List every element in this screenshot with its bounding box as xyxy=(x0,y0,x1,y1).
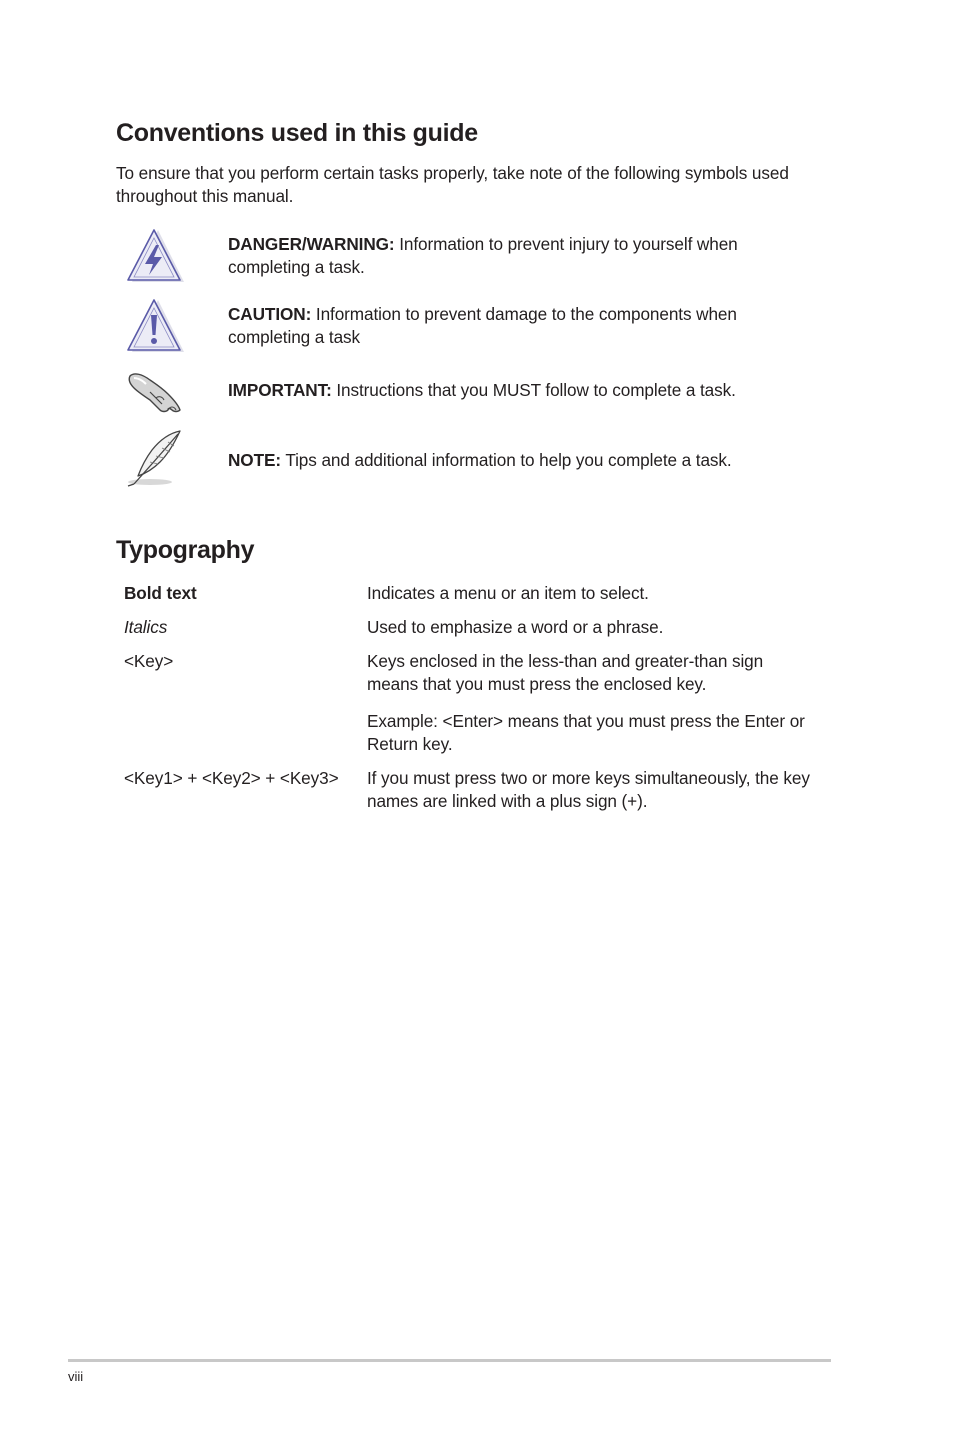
typography-desc xyxy=(367,582,837,605)
typography-desc-line2: Return key. xyxy=(367,734,453,754)
notice-important-label: IMPORTANT: xyxy=(228,380,332,400)
notice-danger-label: DANGER/WARNING: xyxy=(228,234,395,254)
typography-desc-line2: means that you must press the enclosed key. xyxy=(367,674,707,694)
typography-desc xyxy=(367,650,837,696)
notice-danger-warning xyxy=(116,228,836,288)
notice-note-label: NOTE: xyxy=(228,450,281,470)
caution-icon xyxy=(124,298,184,358)
notice-danger-line1: Information to prevent injury to yourself when xyxy=(394,234,738,254)
notice-important xyxy=(116,366,836,426)
typography-desc-line1: If you must press two or more keys simultaneously, the key xyxy=(367,768,810,788)
typography-term: <Key1> + <Key2> + <Key3> xyxy=(124,768,339,788)
intro-line-2: throughout this manual. xyxy=(116,186,294,206)
notice-note-text xyxy=(228,449,808,472)
conventions-heading: Conventions used in this guide xyxy=(116,119,478,147)
important-hand-icon xyxy=(124,366,184,426)
typography-desc-line2: names are linked with a plus sign (+). xyxy=(367,791,648,811)
page-number: viii xyxy=(68,1369,84,1384)
typography-desc-line1: Used to emphasize a word or a phrase. xyxy=(367,617,664,637)
notice-danger-text xyxy=(228,233,808,279)
typography-desc-line1: Keys enclosed in the less-than and greater-than sign xyxy=(367,651,764,671)
notice-caution-label: CAUTION: xyxy=(228,304,312,324)
notice-caution-text xyxy=(228,303,808,349)
typography-desc-line1: Indicates a menu or an item to select. xyxy=(367,583,649,603)
typography-term: Italics xyxy=(124,617,168,637)
intro-line-1: To ensure that you perform certain tasks properly, take note of the following symbols used xyxy=(116,163,789,183)
typography-term: <Key> xyxy=(124,651,174,671)
note-feather-icon xyxy=(124,428,184,488)
typography-desc xyxy=(367,710,837,756)
typography-heading: Typography xyxy=(116,536,255,564)
conventions-intro xyxy=(116,162,816,208)
typography-desc-line1: Example: <Enter> means that you must press the Enter or xyxy=(367,711,805,731)
notice-caution-line1: Information to prevent damage to the components when xyxy=(311,304,737,324)
danger-warning-icon xyxy=(124,228,184,288)
notice-important-line1: Instructions that you MUST follow to complete a task. xyxy=(331,380,736,400)
notice-caution xyxy=(116,298,836,358)
notice-note xyxy=(116,428,836,488)
typography-desc xyxy=(367,767,837,813)
notice-danger-line2: completing a task. xyxy=(228,257,365,277)
footer-rule xyxy=(68,1359,831,1362)
notice-caution-line2: completing a task xyxy=(228,327,361,347)
notice-important-text xyxy=(228,379,808,402)
notice-note-line1: Tips and additional information to help you complete a task. xyxy=(280,450,732,470)
typography-desc xyxy=(367,616,837,639)
typography-term: Bold text xyxy=(124,583,197,603)
